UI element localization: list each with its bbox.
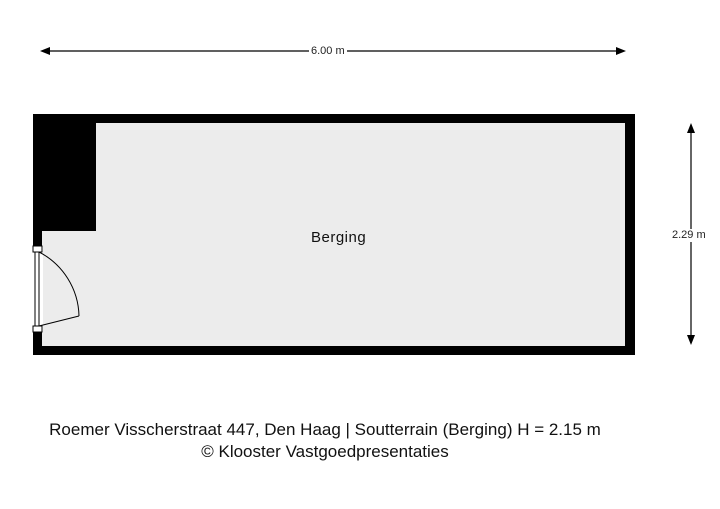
solid-block: [42, 123, 96, 231]
caption: [0, 419, 650, 463]
room-label-berging: Berging: [311, 229, 367, 246]
width-dimension-label: 6.00 m: [311, 45, 345, 57]
caption-address-line: Roemer Visscherstraat 447, Den Haag | Soutterrain (Berging) H = 2.15 m: [49, 420, 601, 439]
height-dimension-label: 2.29 m: [672, 229, 706, 241]
caption-copyright-line: © Klooster Vastgoedpresentaties: [201, 442, 449, 461]
